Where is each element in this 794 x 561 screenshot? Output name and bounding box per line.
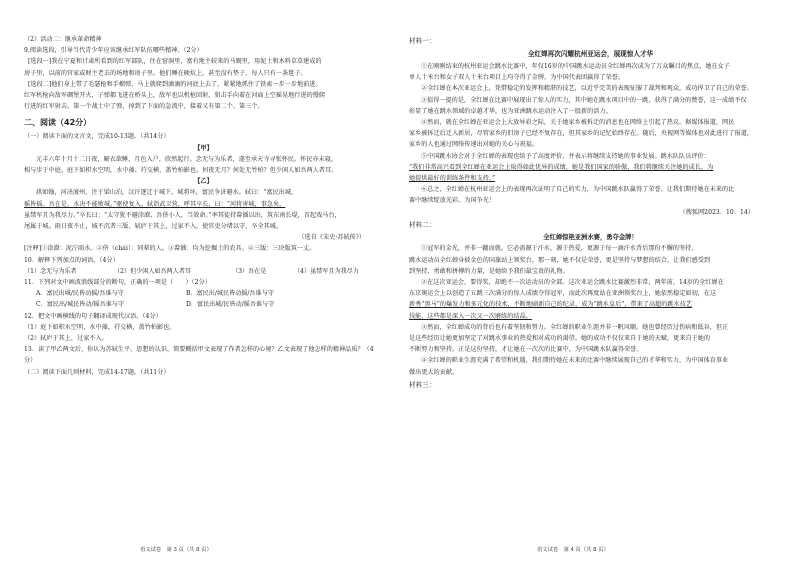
- passage-yi-line-1: 拱如翰，河决澶州，注于梁山泊，汉汗逐迁于城下，城将坏，富民争济避水。轼曰：“富民出城，: [36, 189, 298, 197]
- question-11-options-ab: [24, 288, 383, 299]
- question-11-options-cd: [24, 299, 383, 310]
- question-9: 9.阅读选段，引导当代青少年应该继承红军队伍哪些精神。（2分）: [24, 47, 203, 55]
- passage-jia-label: 【甲】: [194, 144, 213, 152]
- excerpt-2-line-3: 行进的红军射击。第一个战士中了弹，掉到了下面的急流中，接着又有第二个、第三个。: [24, 103, 264, 111]
- m2-line-1: ①冠军的金光，并非一蹴而就。它必需源于汗水，源于热爱，更源于每一滴汗水背后那份不懈的坚持。: [421, 245, 698, 253]
- passage-yi-line-2: 摇皆摇。吾在是，水决不能败城。”驱使复入。轼诣武卫营，呼其卒长，曰：“河将害城，事急矣，: [24, 200, 286, 208]
- part-one-intro: （一）阅读下面的文言文，完成10-13题。（共14分）: [24, 133, 170, 141]
- q11-option-b: B．富民出/城民皆动摇/吾谁与守: [186, 290, 274, 298]
- material-1-label: 材料一：: [409, 37, 436, 45]
- m1-line-1: ①在刚刚结束的杭州亚运会跳水比赛中，年仅16岁的中国跳水运动员全红婵再次成为了万众瞩目的焦点，她在女子: [421, 63, 730, 70]
- m1-line-3: ②全红婵在本次亚运会上，凭借稳定的发挥和精湛的技艺，以近乎完美的表现征服了裁判和观众，成功捍卫了自己的荣誉。: [421, 85, 753, 93]
- m2-line-7: 技能，这些都是深入一次又一次磨练的结晶。: [409, 312, 532, 320]
- m1-line-6: ④然而，就在全红婵在亚运会上大放异彩之际，关于她家乡被拆迁的消息也在网络上引起了热议。据媒体报道，网民: [421, 119, 735, 127]
- question-10-options: [24, 266, 383, 277]
- passage-yi-source: （选自《宋史·苏轼传》）: [298, 234, 365, 242]
- page-footer-right: 语文试卷 第 4 页（共 8 页）: [537, 547, 609, 553]
- m1-line-12: ⑥总之，全红婵在杭州亚运会上的表现再次证明了自己的实力，为中国跳水队赢得了荣誉。让我们期待她在未来的比: [421, 186, 735, 194]
- question-13: 13．读了甲乙两文后，你认为苏轼生平、思想的认识，简要概括甲文表现了作者怎样的心境？乙文表现了他怎样的精神品质？（4: [24, 346, 374, 354]
- m2-line-8: ③然而，全红婵成功的背后也有着坚韧和努力。全红婵的职业生涯并非一帆风顺。她也曾经历过伤病和低谷，但正: [421, 323, 729, 331]
- material-2-label: 材料二：: [409, 220, 436, 229]
- m2-line-4: ②在这次亚运会，要得奖，却绝不一次运动员的全部。这次亚运会跳水比赛激烈非常，两年前，14岁的全红婵在: [421, 278, 724, 286]
- question-13-cont: 分）: [24, 357, 37, 365]
- m2-line-2: 跳水运动员全红婵身披金色的国旗站上领奖台，那一刻，她不仅是荣誉，更是坚持与梦想的结合，让我们感受到: [409, 256, 711, 264]
- excerpt-1-line-2: 房子里，以前的官家或财主老去的场地和房子里。他们睡在硬炕上，甚至没有垫子，每人只有一条毯子。: [24, 69, 307, 77]
- q10-option-2: （2）但少闲人如吾两人者耳: [114, 267, 192, 275]
- activity-two: （2）活动二：继承革命精神: [24, 36, 102, 43]
- excerpt-1-line-1: [选段一]我在宁夏和甘肃所看到的红军部队，住在窑洞里，富有地主较来的马厩里，用泥土和木料草草建成的: [28, 58, 322, 66]
- annotation-notes: [注释]①涂潦：泥泞雨水。②侪（chái）：同辈的人。③畚锸：均为挖掘土的农具。④三版：三块版筑一丈。: [24, 245, 316, 253]
- m2-line-10: 不断努力和坚持。正是这份坚持，才让她在一次次的比赛中，为中国跳水队赢得荣誉。: [409, 346, 643, 354]
- m1-line-2: 单人十米台和女子双人十米台项目上均夺得了金牌，为中国代表团赢得了荣誉。: [409, 74, 625, 82]
- passage-jia-line-2: 相与步于中庭。庭下如积水空明，水中藻、荇交横，盖竹柏影也。何夜无月？何处无竹柏？但少闲人如吾两人者耳。: [24, 167, 338, 175]
- section-title-reading: 二、阅读（42分）: [24, 118, 92, 128]
- m2-line-9: 是这些经历让她更加坚定了对跳水事业的热爱和对成功的渴望。她的成功不仅仅来自于她的天赋，更来自于她的: [409, 334, 711, 342]
- passage-jia-line-1: 元丰六年十月十二日夜，解衣欲睡，月色入户，欣然起行。念无与为乐者，遂至承天寺寻张怀民。怀民亦未寝，: [36, 155, 338, 163]
- q10-option-4: （4）虽禁军且为我尽力: [294, 267, 359, 275]
- m1-line-8: 家乡的人也通过网络传递出对她的关心与祝福。: [409, 141, 539, 149]
- m1-line-10: “我们非常高兴看到全红婵在亚运会上取得如此优异的成绩，她是我们国家的骄傲，我们将继续关注她的成长，为: [409, 163, 714, 171]
- passage-yi-line-3: 虽禁军且为我尽力。”卒长曰：“太守犹不避涂潦，吾侪小人，当效命。”率其徒持畚锸以出，筑东南长堤，首起戏马台，: [24, 211, 341, 219]
- m1-line-4: ③值得一提的是，全红婵在比赛中展现出了惊人的实力，其中她在跳水项目中的一跳，获得了满分的赞誉，这一成绩不仅: [421, 96, 747, 104]
- part-two-intro: （二）阅读下面几则材料，完成14-17题。（共11分）: [24, 368, 170, 376]
- question-12-item-1: （1）庭下如积水空明，水中藻、荇交横，盖竹柏影也。: [24, 323, 176, 331]
- m1-line-7: 家乡被拆迁后迁入新居，尽管家乡的旧房子已经不复存在，但其家乡的记忆始终存在。随后，央视网等媒体也对此进行了报道，: [409, 130, 754, 138]
- passage-yi-label: 【乙】: [194, 178, 213, 186]
- m2-line-12: 做出更大的贡献。: [409, 368, 459, 376]
- q10-option-3: （3）吾在是: [232, 267, 267, 275]
- m2-line-11: ④全红婵的职业生涯充满了希望和机遇，我们期待她在未来的比赛中继续展现自己的才华和实力，为中国体育事业: [421, 357, 729, 365]
- excerpt-2-line-1: [选段二]他们身上带了毛瑟枪和手榴弹，马上就爬到滴滴的河底上去了，紧紧地抓住了铁索一步一步地前进。: [28, 80, 322, 88]
- excerpt-2-line-2: 红军机枪向敌军碉堡开火，子弹都飞进在桥头上，敌军也以机枪回射，狙击手向着在河面上空摇晃地行进的慢爬: [24, 92, 326, 100]
- m2-line-5: 东京奥运会上以创造了五跳三次满分的惊人成绩夺得冠军，而此次再度站在亚洲领奖台上，她依然稳定如初，在这: [409, 290, 717, 298]
- right-page: [397, 0, 794, 561]
- q11-option-c: C．富民出/城民皆动/摇吾谁与守: [36, 301, 124, 309]
- material-1-source: （搜狐网2023．10．14）: [679, 208, 754, 216]
- m1-line-9: ⑤中国跳水协会对于全红婵的表现也给予了高度评价，并表示将继续支持她的事业发展。跳水队队员评价：: [421, 152, 710, 160]
- question-11: 11．下列对文中画波浪线部分的断句，正确的一项是（ ）（2分）: [24, 279, 211, 287]
- q11-option-d: D．富民出城/民皆动/摇吾谁与守: [186, 301, 275, 309]
- m2-line-6: 新秀“黑马”的爆发力和多元化的技术，不断地刷新自己的纪录，成为“跳水皇后”，带来了高超的跳水技艺: [409, 301, 692, 309]
- m1-line-13: 赛中继续绽放光彩，为国争光！: [409, 197, 496, 205]
- page-footer-left: 语文试卷 第 3 页（共 8 页）: [140, 547, 212, 553]
- m1-line-11: 她提供最好的训练条件和支持。”: [409, 175, 496, 183]
- m2-line-3: 到坚持、勇敢和拼搏的力量，是她给予我们最宝贵的礼物。: [409, 267, 569, 275]
- question-10: 10．解释下列加点的词语。（4分）: [24, 256, 119, 264]
- passage-yi-line-4: 尾属于城。雨日夜不止，城不沉者三版。轼庐于其上，过家不入，使官吏分堵以守，卒全其城。: [24, 223, 283, 231]
- material-2-title: 全红婵惊艳亚洲水赛，勇夺金牌！: [543, 233, 638, 241]
- q10-option-1: （1）念无与为乐者: [24, 267, 77, 275]
- m1-line-5: 彰显了她在跳水领域的卓越才华，也为亚洲跳水运动注入了一股新的活力。: [409, 107, 612, 115]
- material-1-title: 全红婵再次闪耀杭州亚运会，展现惊人才华: [527, 50, 654, 58]
- material-3-label: 材料三：: [409, 380, 436, 389]
- question-12-item-2: （2）轼庐于其上，过家不入。: [24, 335, 108, 343]
- q11-option-a: A．富民出城/民皆动摇/吾谁与守: [36, 290, 124, 298]
- question-12: 12．把文中画横线的句子翻译成现代汉语。（4分）: [24, 312, 162, 320]
